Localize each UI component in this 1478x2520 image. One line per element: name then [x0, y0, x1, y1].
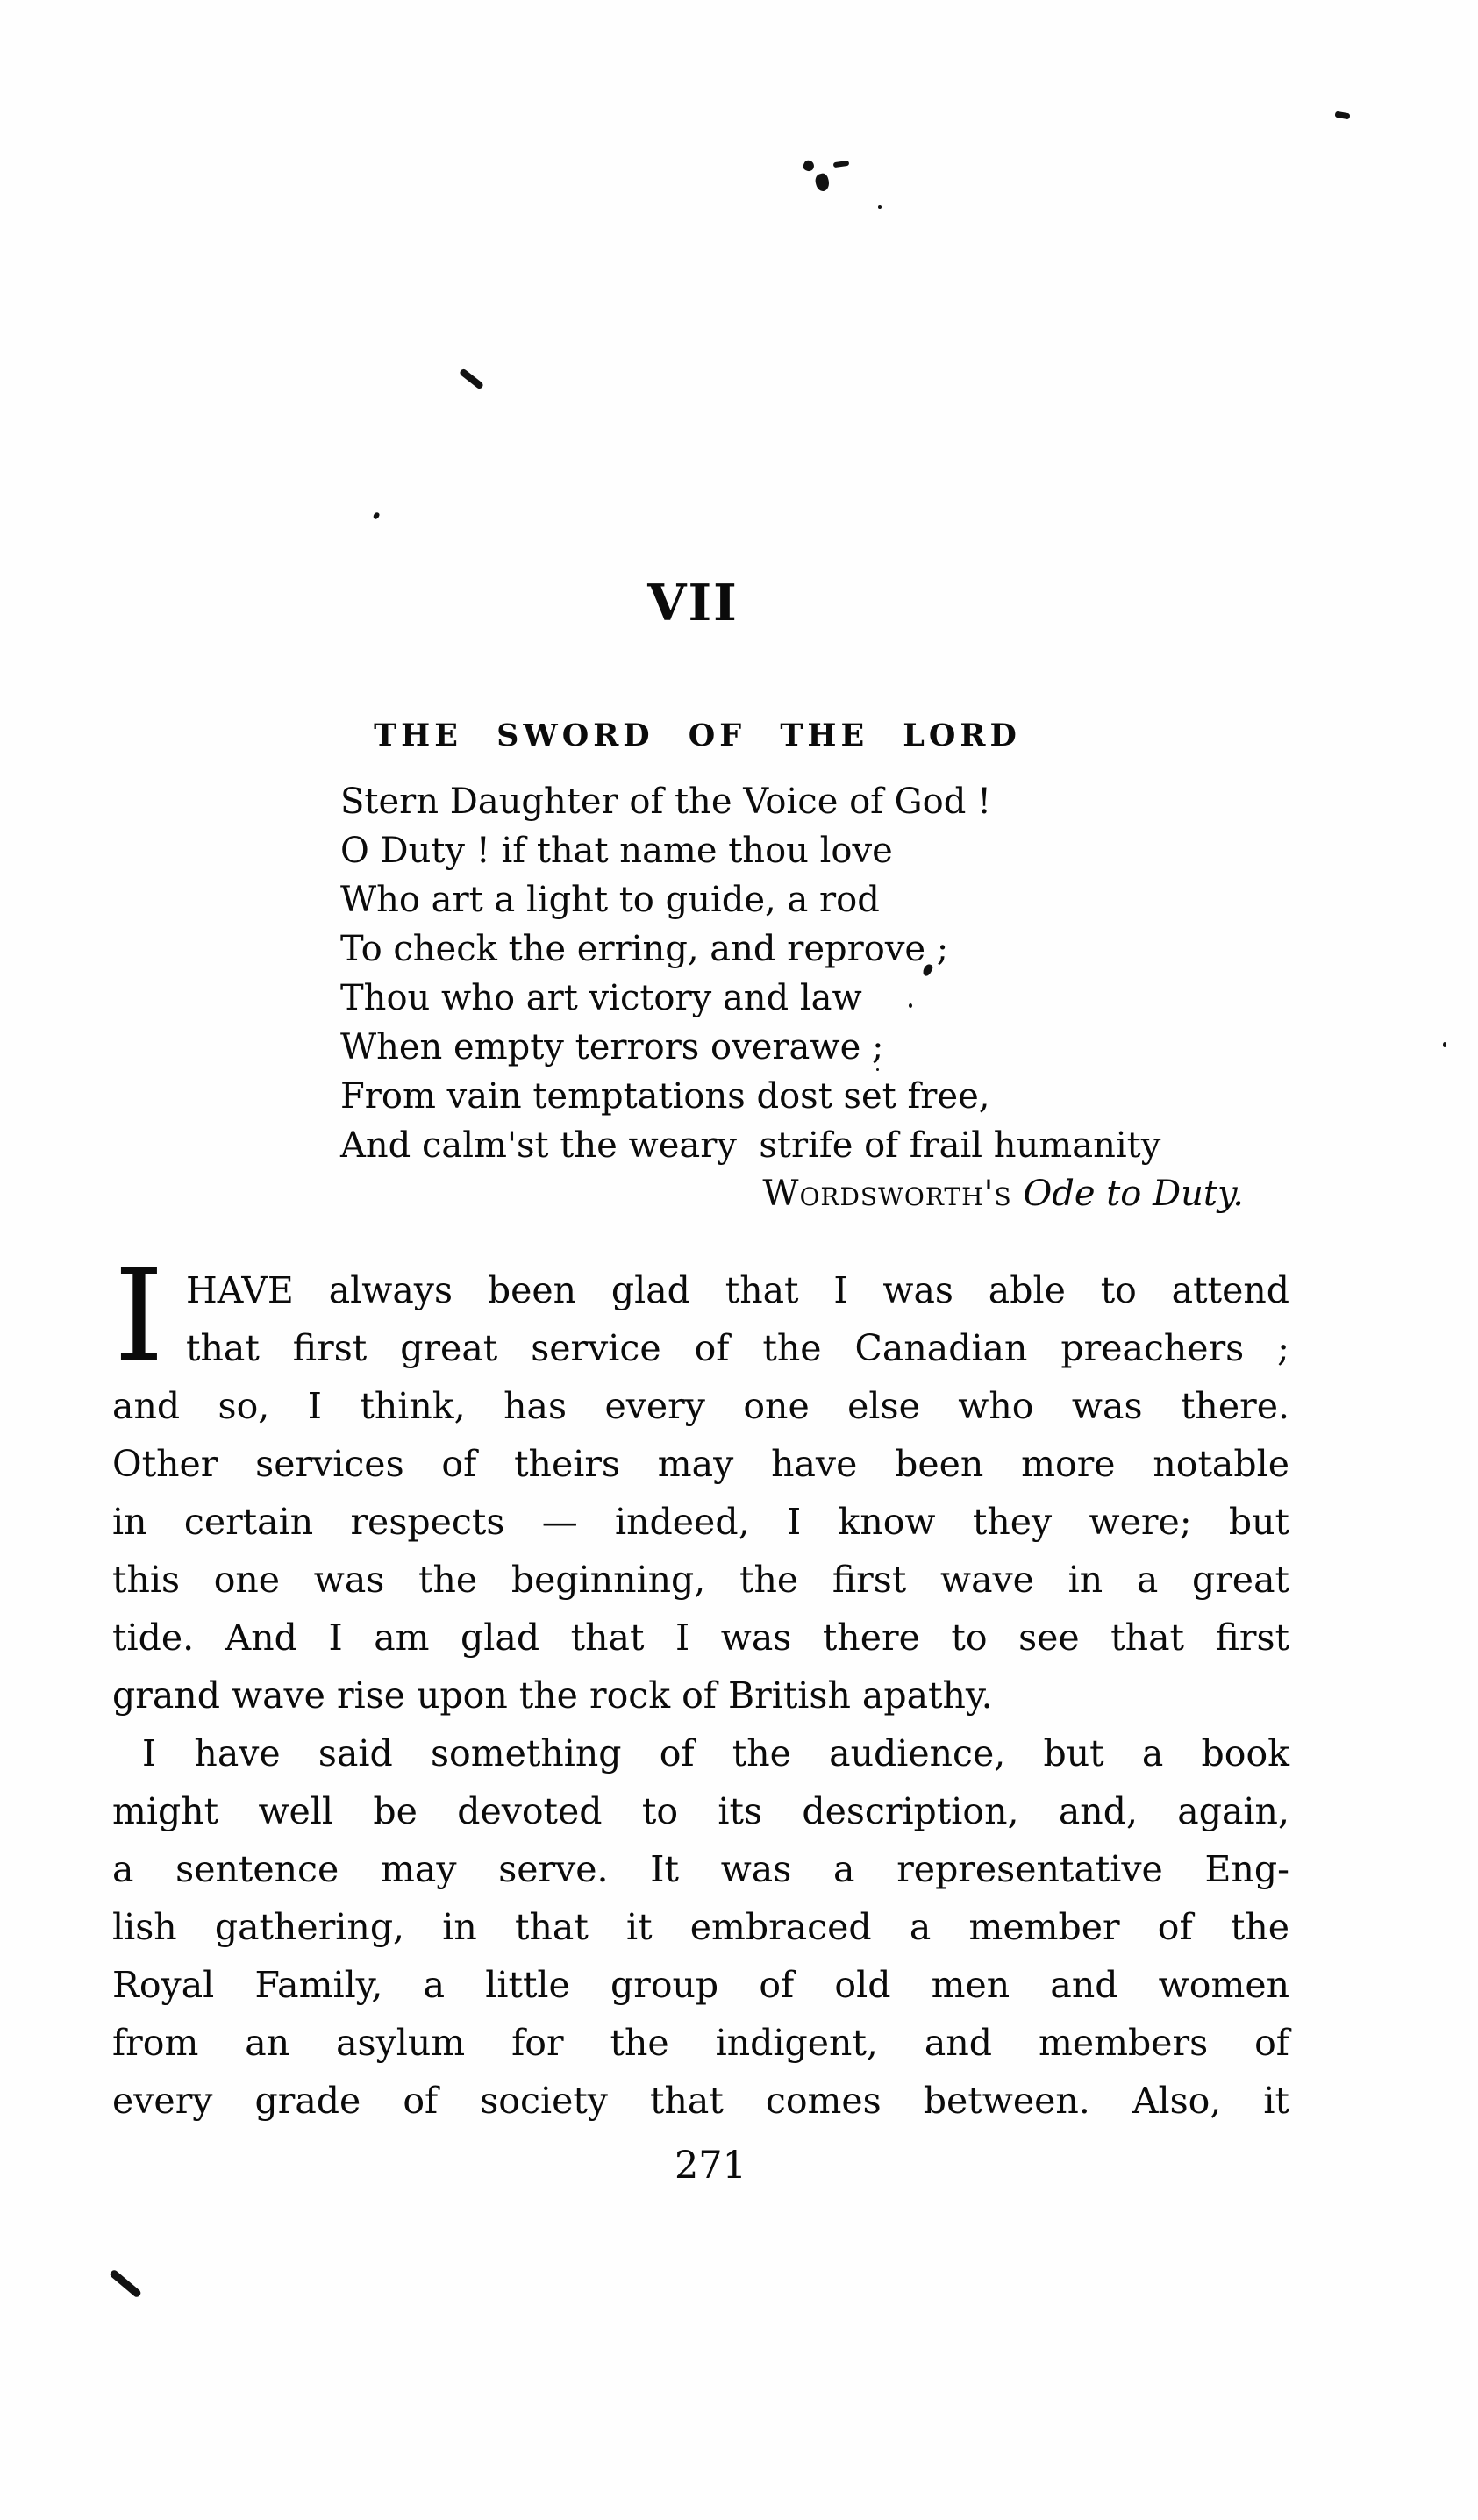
page-number: 271	[674, 2144, 747, 2188]
ink-speck	[372, 511, 380, 520]
body-line: that first great service of the Canadian preachers ;	[186, 1327, 1289, 1369]
body-line: this one was the beginning, the first wave in a great	[112, 1559, 1289, 1601]
body-line: I have said something of the audience, but a book	[142, 1732, 1289, 1774]
poem-line: Who art a light to guide, a rod	[340, 880, 880, 920]
ink-speck	[833, 161, 850, 168]
body-line: grand wave rise upon the rock of British apathy.	[112, 1674, 993, 1717]
epigraph-poem	[340, 777, 1160, 1170]
body-line: HAVE always been glad that I was able to attend	[186, 1269, 1289, 1311]
body-line: a sentence may serve. It was a representative Eng-	[112, 1848, 1289, 1890]
poem-line: And calm'st the weary strife of frail humanity	[340, 1125, 1161, 1166]
body-line: Royal Family, a little group of old men and women	[112, 1964, 1289, 2006]
attribution-author: Wordsworth's	[762, 1174, 1012, 1214]
ink-speck	[814, 172, 832, 192]
ink-speck	[878, 205, 882, 209]
chapter-number: VII	[647, 574, 739, 632]
poem-line: O Duty ! if that name thou love	[340, 831, 893, 871]
poem-line: Stern Daughter of the Voice of God !	[340, 782, 992, 822]
attribution-work: Ode to Duty.	[1023, 1174, 1244, 1214]
body-line: every grade of society that comes between. Also, it	[112, 2080, 1289, 2122]
ink-speck	[459, 368, 484, 389]
body-line: in certain respects — indeed, I know they were; but	[112, 1501, 1289, 1543]
poem-line: When empty terrors overawe ;	[340, 1027, 884, 1067]
body-line: lish gathering, in that it embraced a member of the	[112, 1906, 1289, 1948]
body-line: Other services of theirs may have been more notable	[112, 1443, 1289, 1485]
poem-line: From vain temptations dost set free,	[340, 1076, 990, 1117]
poem-attribution	[340, 1169, 1244, 1218]
chapter-title: THE SWORD OF THE LORD	[374, 717, 1021, 753]
body-text	[112, 1242, 1289, 2130]
body-line: tide. And I am glad that I was there to see that first	[112, 1617, 1289, 1659]
poem-line: To check the erring, and reprove ;	[340, 929, 949, 969]
ink-speck	[1443, 1042, 1446, 1047]
ink-speck	[109, 2269, 142, 2299]
body-line: and so, I think, has every one else who was there.	[112, 1385, 1289, 1427]
poem-line: Thou who art victory and law	[340, 978, 862, 1018]
body-line: from an asylum for the indigent, and members of	[112, 2022, 1289, 2064]
body-line: might well be devoted to its description, and, again,	[112, 1790, 1289, 1832]
drop-cap: I	[114, 1242, 164, 1389]
ink-speck	[1335, 111, 1351, 120]
ink-speck	[802, 159, 815, 172]
